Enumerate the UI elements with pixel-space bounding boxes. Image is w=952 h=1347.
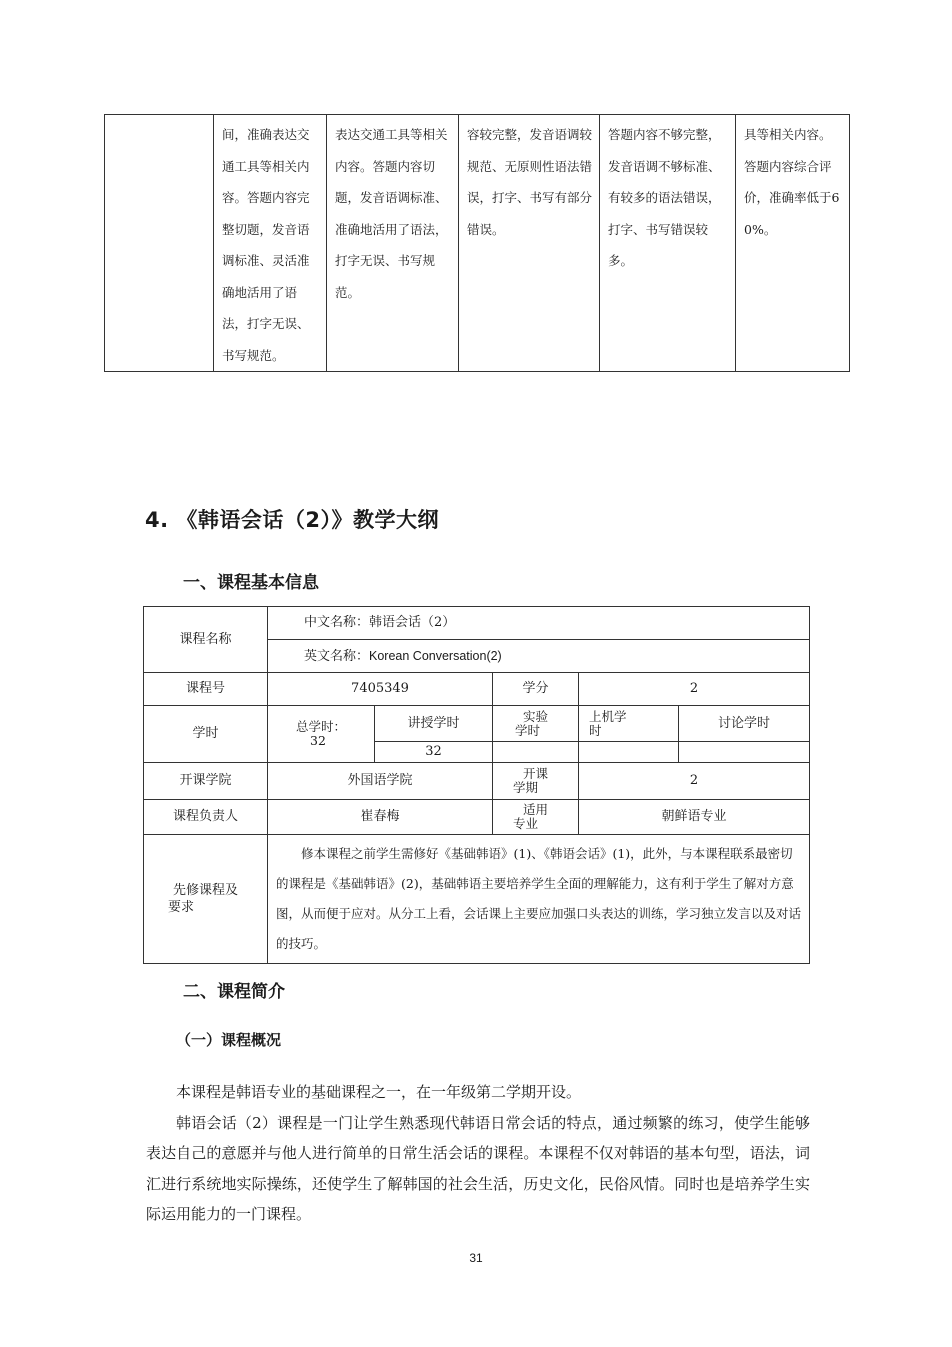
credit: 2 <box>579 673 810 706</box>
table-row <box>144 673 810 706</box>
table-cell: 具等相关内容。答题内容综合评价，准确率低于60%。 <box>736 115 850 372</box>
subsection-intro: 二、课程简介 <box>183 982 285 1002</box>
table-cell: 表达交通工具等相关内容。答题内容切题，发音语调标准、准确地活用了语法，打字无误、书写规范。 <box>327 115 459 372</box>
en-name <box>268 640 810 673</box>
computer-label-line2: 时 <box>589 722 602 738</box>
term-label-line1: 开课 <box>522 766 548 781</box>
course-no: 7405349 <box>268 673 493 706</box>
hours-label: 学时 <box>144 706 268 763</box>
computer-label-line1: 上机学 <box>589 708 627 724</box>
credit-label: 学分 <box>493 673 579 706</box>
computer-hours <box>579 742 679 763</box>
total-hours <box>268 706 375 763</box>
lab-label-line2: 学时 <box>515 722 541 738</box>
term: 2 <box>579 763 810 800</box>
major-label-line1: 适用 <box>522 802 548 817</box>
leader: 崔春梅 <box>268 800 493 835</box>
college: 外国语学院 <box>268 763 493 800</box>
discussion-hours <box>679 742 810 763</box>
page-number: 31 <box>469 1251 483 1265</box>
major-label <box>493 800 579 835</box>
table-row <box>144 763 810 800</box>
table-row <box>144 800 810 835</box>
college-label: 开课学院 <box>144 763 268 800</box>
overview-text <box>146 1077 810 1230</box>
computer-label <box>579 706 679 742</box>
cn-name: 中文名称：韩语会话（2） <box>268 607 810 640</box>
en-name-value: Korean Conversation(2) <box>369 648 502 663</box>
prereq-label <box>144 835 268 964</box>
table-cell: 答题内容不够完整，发音语调不够标准、有较多的语法错误，打字、书写错误较多。 <box>600 115 736 372</box>
term-label-line2: 学期 <box>513 780 539 795</box>
total-hours-label: 总学时： <box>295 719 346 734</box>
prereq-label-line1: 先修课程及 <box>172 883 238 898</box>
major: 朝鲜语专业 <box>579 800 810 835</box>
paragraph: 本课程是韩语专业的基础课程之一，在一年级第二学期开设。 <box>176 1083 582 1101</box>
lab-hours <box>493 742 579 763</box>
major-label-line2: 专业 <box>513 816 539 831</box>
table-row <box>144 607 810 640</box>
discussion-label: 讨论学时 <box>679 706 810 742</box>
lab-label-line1: 实验 <box>522 708 548 724</box>
lecture-label: 讲授学时 <box>375 706 493 742</box>
table-cell: 间，准确表达交通工具等相关内容。答题内容完整切题，发音语调标准、灵活准确地活用了语法，打字无误、书写规范。 <box>214 115 327 372</box>
paragraph: 韩语会话（2）课程是一门让学生熟悉现代韩语日常会话的特点，通过频繁的练习，使学生能够表达自己的意愿并与他人进行简单的日常生活会话的课程。本课程不仅对韩语的基本句型，语法，词汇进行系统地实际操练，还使学生了解韩国的社会生活，历史文化，民俗风情。同时也是培养学生实际运用能力的一门课程。 <box>146 1113 810 1223</box>
subsection-overview: （一）课程概况 <box>176 1031 282 1049</box>
lab-label <box>493 706 579 742</box>
table-cell <box>105 115 214 372</box>
prereq-text: 修本课程之前学生需修好《基础韩语》(1)、《韩语会话》(1)，此外，与本课程联系最密切的课程是《基础韩语》(2)，基础韩语主要培养学生全面的理解能力，这有利于学生了解对方意图，从而便于应对。从分工上看，会话课上主要应加强口头表达的训练，学习独立发言以及对话的技巧。 <box>268 835 810 964</box>
course-no-label: 课程号 <box>144 673 268 706</box>
prereq-label-line2: 要求 <box>168 900 195 915</box>
total-hours-value: 32 <box>310 733 326 748</box>
course-name-label: 课程名称 <box>144 607 268 673</box>
evaluation-table-continued <box>104 114 850 372</box>
section-title: 4. 《韩语会话（2）》教学大纲 <box>145 508 440 532</box>
term-label <box>493 763 579 800</box>
table-row <box>105 115 850 372</box>
lecture-hours: 32 <box>375 742 493 763</box>
leader-label: 课程负责人 <box>144 800 268 835</box>
table-cell: 容较完整，发音语调较规范、无原则性语法错误，打字、书写有部分错误。 <box>459 115 600 372</box>
table-row <box>144 706 810 742</box>
table-row <box>144 835 810 964</box>
en-name-prefix: 英文名称： <box>304 648 370 664</box>
subsection-basic-info: 一、课程基本信息 <box>183 573 319 593</box>
course-info-table <box>143 606 810 964</box>
